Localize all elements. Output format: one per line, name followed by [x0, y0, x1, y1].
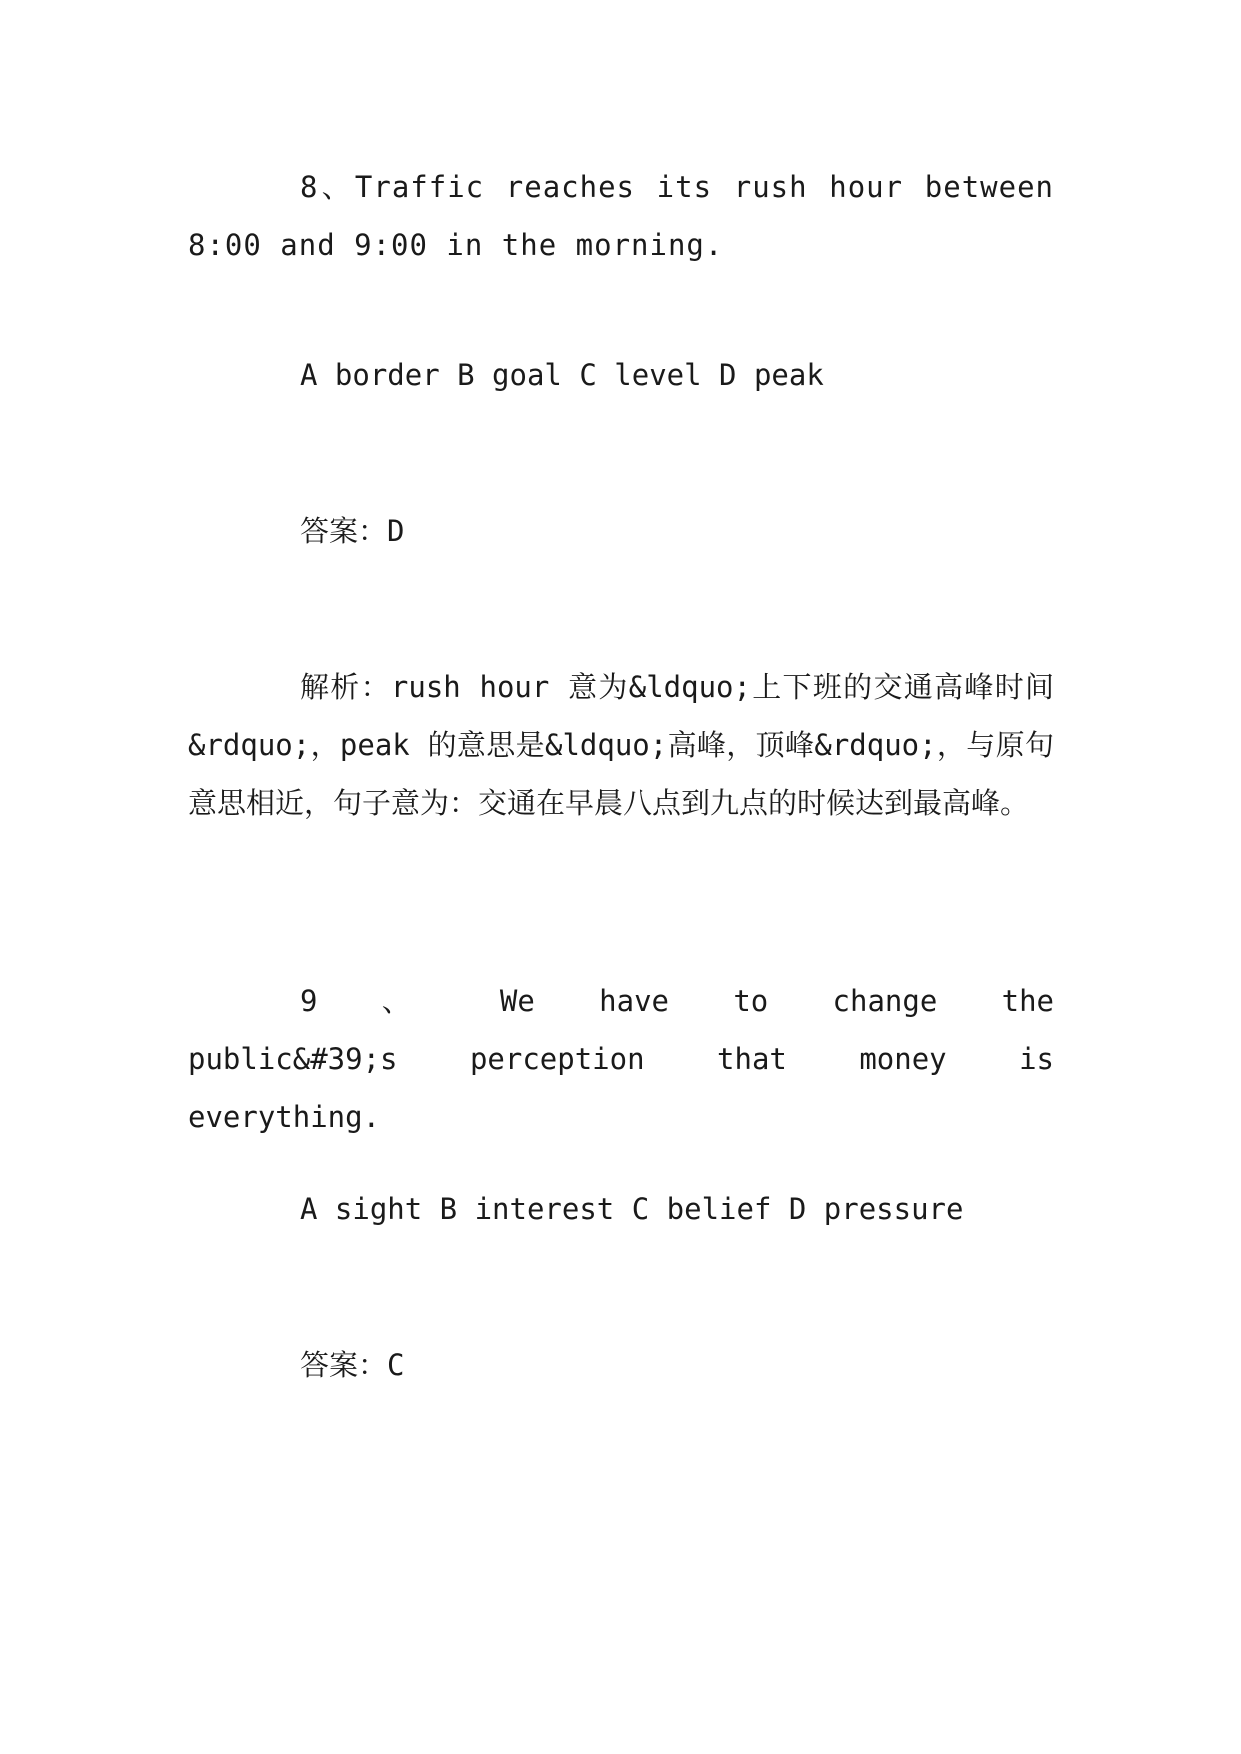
question-8-options: A border B goal C level D peak [300, 358, 824, 392]
question-9-options: A sight B interest C belief D pressure [300, 1192, 964, 1226]
question-8-answer: 答案：D [300, 514, 405, 548]
question-9-answer: 答案：C [300, 1348, 405, 1382]
question-8-text: 8、Traffic reaches its rush hour between 8:00 and 9:00 in the morning. [188, 170, 1054, 262]
question-8-analysis: 解析：rush hour 意为&ldquo;上下班的交通高峰时间&rdquo;，peak 的意思是&ldquo;高峰，顶峰&rdquo;，与原句意思相近，句子意为：交通在早晨八点到九点的时候达到最高峰。 [188, 670, 1054, 820]
document-page [188, 0, 1054, 1754]
question-9-text: 9 、 We have to change the public&#39;s perception that money is everything. [188, 984, 1054, 1134]
